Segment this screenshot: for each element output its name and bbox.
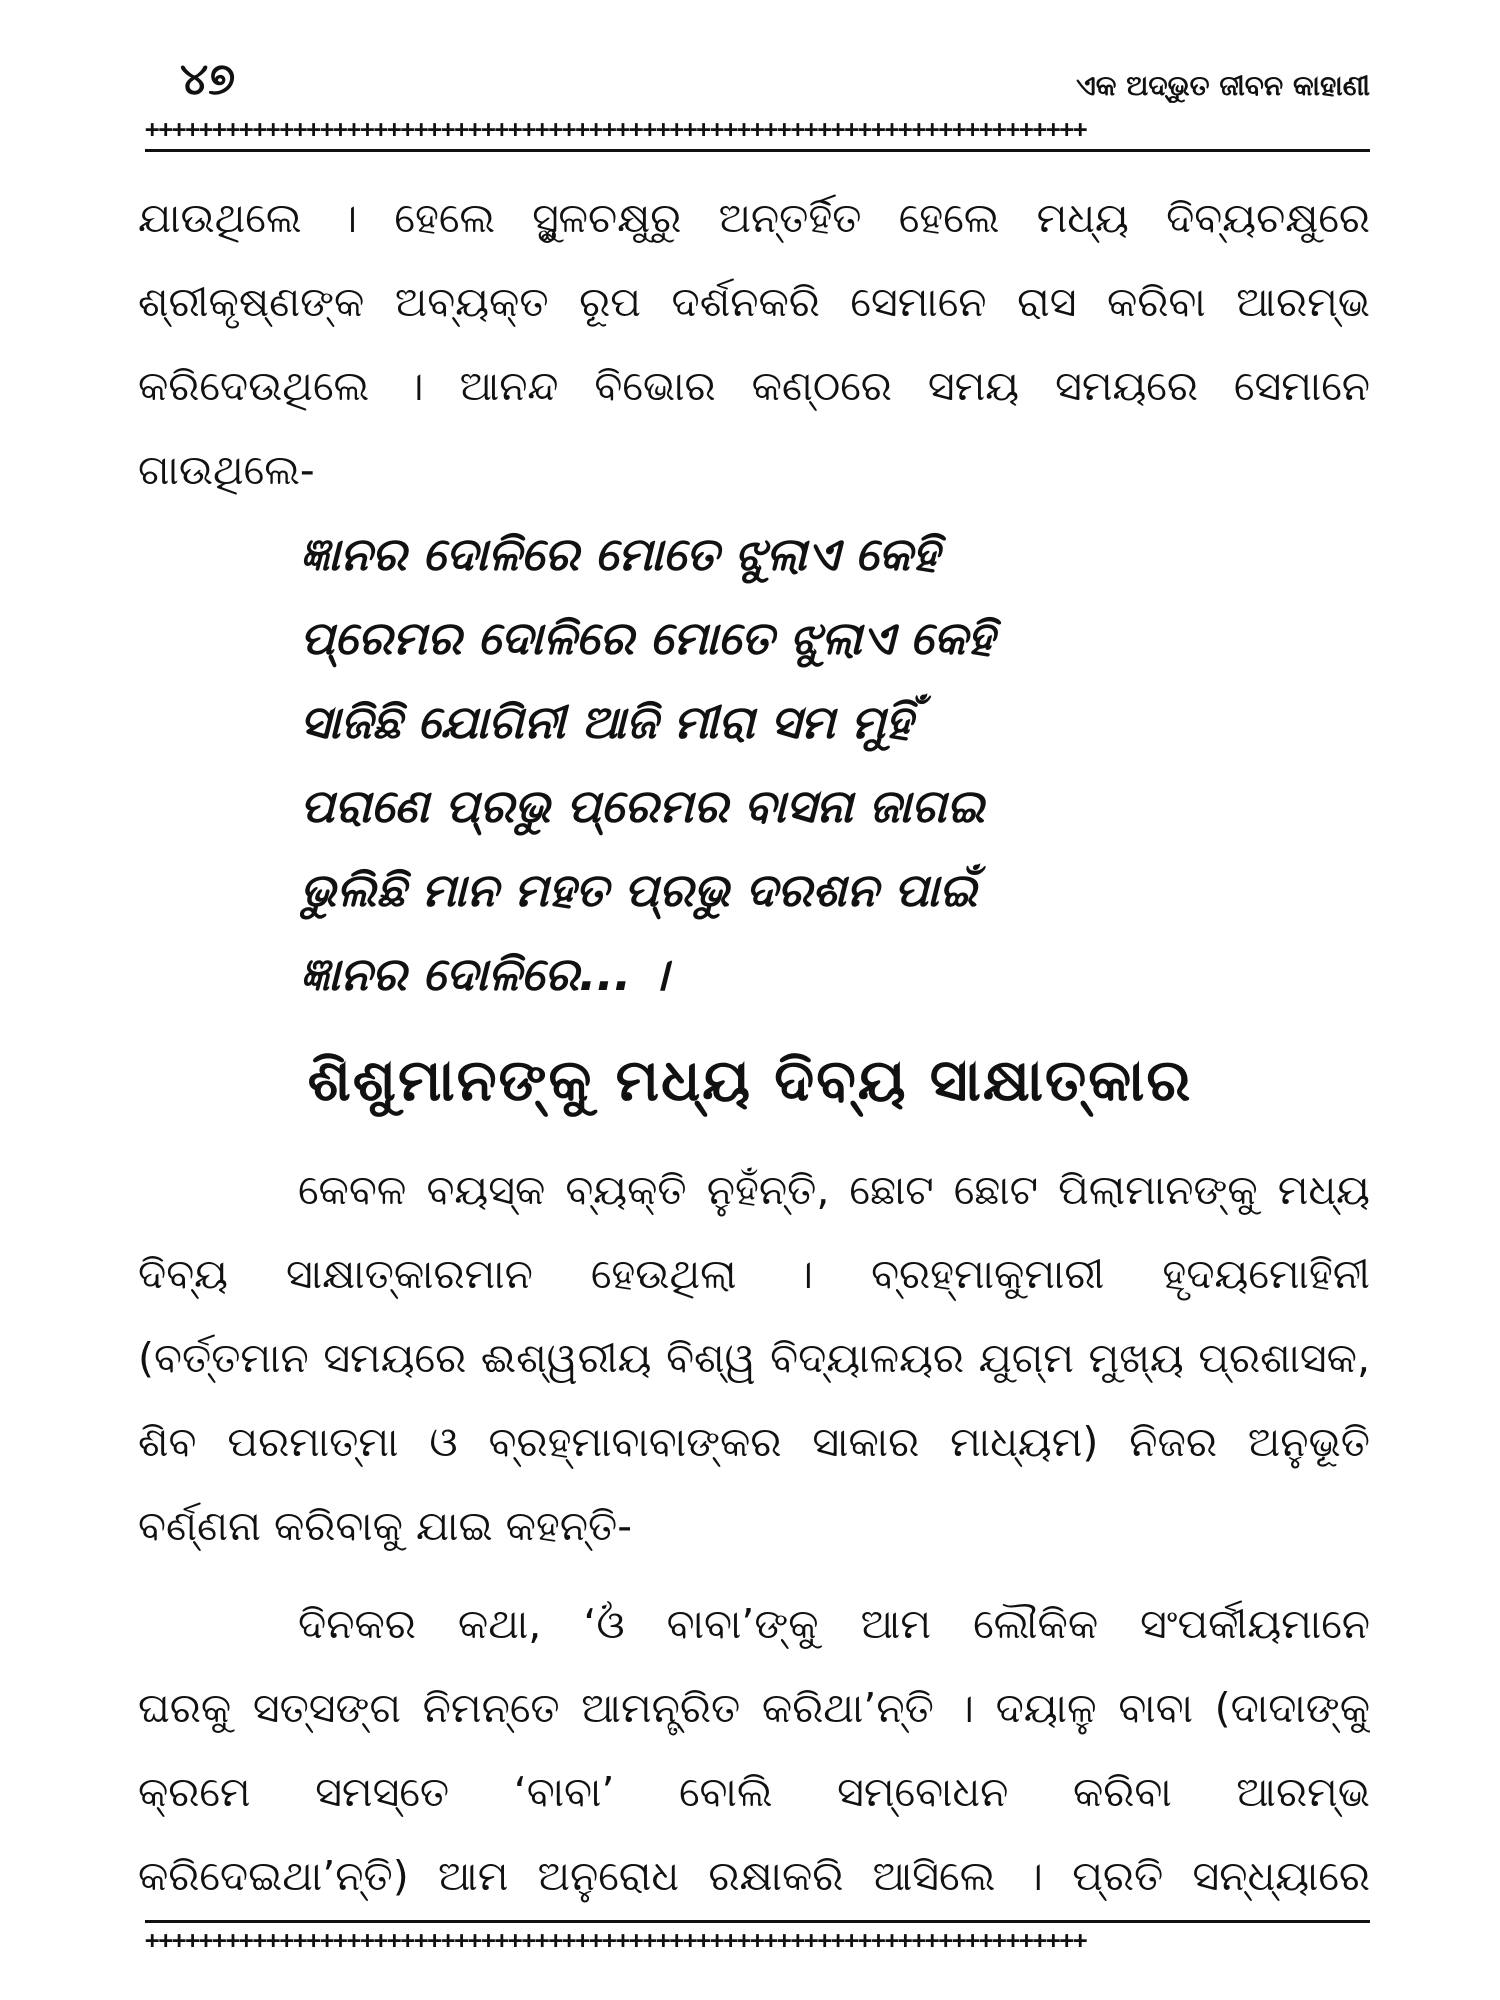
paragraph-3-line: କରିଦେଇଥା’ନ୍ତି) ଆମ ଅନୁରୋଧ ରକ୍ଷାକରି ଆସିଲେ । ପ୍ରତି ସନ୍ଧ୍ୟାରେ: [138, 1852, 1370, 1900]
paragraph-2-line: (ବର୍ତ୍ତମାନ ସମୟରେ ଈଶ୍ୱରୀୟ ବିଶ୍ୱ ବିଦ୍ୟାଳୟର ଯୁଗ୍ମ ମୁଖ୍ୟ ପ୍ରଶାସକ,: [138, 1334, 1370, 1382]
verse-line: ଜ୍ଞାନର ଦୋଳିରେ ମୋତେ ଝୁଲାଏ କେହି: [300, 527, 939, 581]
paragraph-3: [138, 1582, 1370, 1918]
paragraph-1-line: ଶ୍ରୀକୃଷ୍ଣଙ୍କ ଅବ୍ୟକ୍ତ ରୂପ ଦର୍ଶନକରି ସେମାନେ ରାସ କରିବା ଆରମ୍ଭ: [138, 278, 1370, 326]
verse-line: ଭୁଲିଛି ମାନ ମହତ ପ୍ରଭୁ ଦରଶନ ପାଇଁ: [300, 863, 978, 917]
top-cross-row: ++++++++++++++++++++++++++++++++++++++++++++++++++++++++++++++++++++++: [145, 115, 1087, 143]
paragraph-2-line: ଶିବ ପରମାତ୍ମା ଓ ବ୍ରହ୍ମାବାବାଙ୍କର ସାକାର ମାଧ୍ୟମ) ନିଜର ଅନୁଭୂତି: [138, 1418, 1370, 1466]
paragraph-3-line: ଦିନକର କଥା, ‘ଓଁ ବାବା’ଙ୍କୁ ଆମ ଲୌକିକ ସଂପର୍କୀୟମାନେ: [298, 1600, 1370, 1648]
bottom-cross-row: ++++++++++++++++++++++++++++++++++++++++++++++++++++++++++++++++++++++: [145, 1926, 1087, 1954]
verse-line: ଜ୍ଞାନର ଦୋଳିରେ... ।: [300, 947, 668, 1001]
paragraph-2: [138, 1148, 1370, 1568]
page-number: ୪୭: [180, 54, 236, 105]
bottom-rule: [145, 1920, 1370, 1923]
verse-line: ସାଜିଛି ଯୋଗିନୀ ଆଜି ମୀରା ସମ ମୁହିଁ: [300, 695, 913, 749]
paragraph-3-line: କ୍ରମେ ସମସ୍ତେ ‘ବାବା’ ବୋଲି ସମ୍ବୋଧନ କରିବା ଆରମ୍ଭ: [138, 1768, 1370, 1816]
paragraph-3-line: ଘରକୁ ସତ୍‌ସଙ୍ଗ ନିମନ୍ତେ ଆମନ୍ତ୍ରିତ କରିଥା’ନ୍ତି । ଦୟାଳୁ ବାବା (ଦାଦାଙ୍କୁ: [138, 1684, 1370, 1732]
verse-line: ପ୍ରେମର ଦୋଳିରେ ମୋତେ ଝୁଲାଏ କେହି: [300, 611, 995, 665]
top-ornament-border: [145, 115, 1370, 155]
running-head: ଏକ ଅଦ୍ଭୁତ ଜୀବନ କାହାଣୀ: [1076, 69, 1370, 102]
verse-line: ପରାଣେ ପ୍ରଭୁ ପ୍ରେମର ବାସନା ଜାଗଇ: [300, 779, 985, 833]
paragraph-2-line: କେବଳ ବୟସ୍କ ବ୍ୟକ୍ତି ନୁହଁନ୍ତି, ଛୋଟ ଛୋଟ ପିଲାମାନଙ୍କୁ ମଧ୍ୟ: [298, 1166, 1370, 1214]
paragraph-1-line: କରିଦେଉଥିଲେ । ଆନନ୍ଦ ବିଭୋର କଣ୍ଠରେ ସମୟ ସମୟରେ ସେମାନେ: [138, 362, 1370, 410]
paragraph-1-line: ଗାଉଥିଲେ-: [138, 446, 315, 494]
paragraph-2-line: ଦିବ୍ୟ ସାକ୍ଷାତ୍କାରମାନ ହେଉଥିଲା । ବ୍ରହ୍ମାକୁମାରୀ ହୃଦୟମୋହିନୀ: [138, 1250, 1370, 1298]
bottom-ornament-border: [145, 1918, 1370, 1958]
top-rule: [145, 149, 1370, 152]
section-heading: ଶିଶୁମାନଙ୍କୁ ମଧ୍ୟ ଦିବ୍ୟ ସାକ୍ଷାତ୍କାର: [307, 1046, 1193, 1114]
paragraph-2-line: ବର୍ଣ୍ଣନା କରିବାକୁ ଯାଇ କହନ୍ତି-: [138, 1502, 633, 1550]
paragraph-1: [138, 176, 1370, 512]
paragraph-1-line: ଯାଉଥିଲେ । ହେଲେ ସ୍ଥୁଳଚକ୍ଷୁରୁ ଅନ୍ତର୍ହିତ ହେଲେ ମଧ୍ୟ ଦିବ୍ୟଚକ୍ଷୁରେ: [138, 194, 1370, 242]
song-verse: [300, 512, 1180, 1016]
